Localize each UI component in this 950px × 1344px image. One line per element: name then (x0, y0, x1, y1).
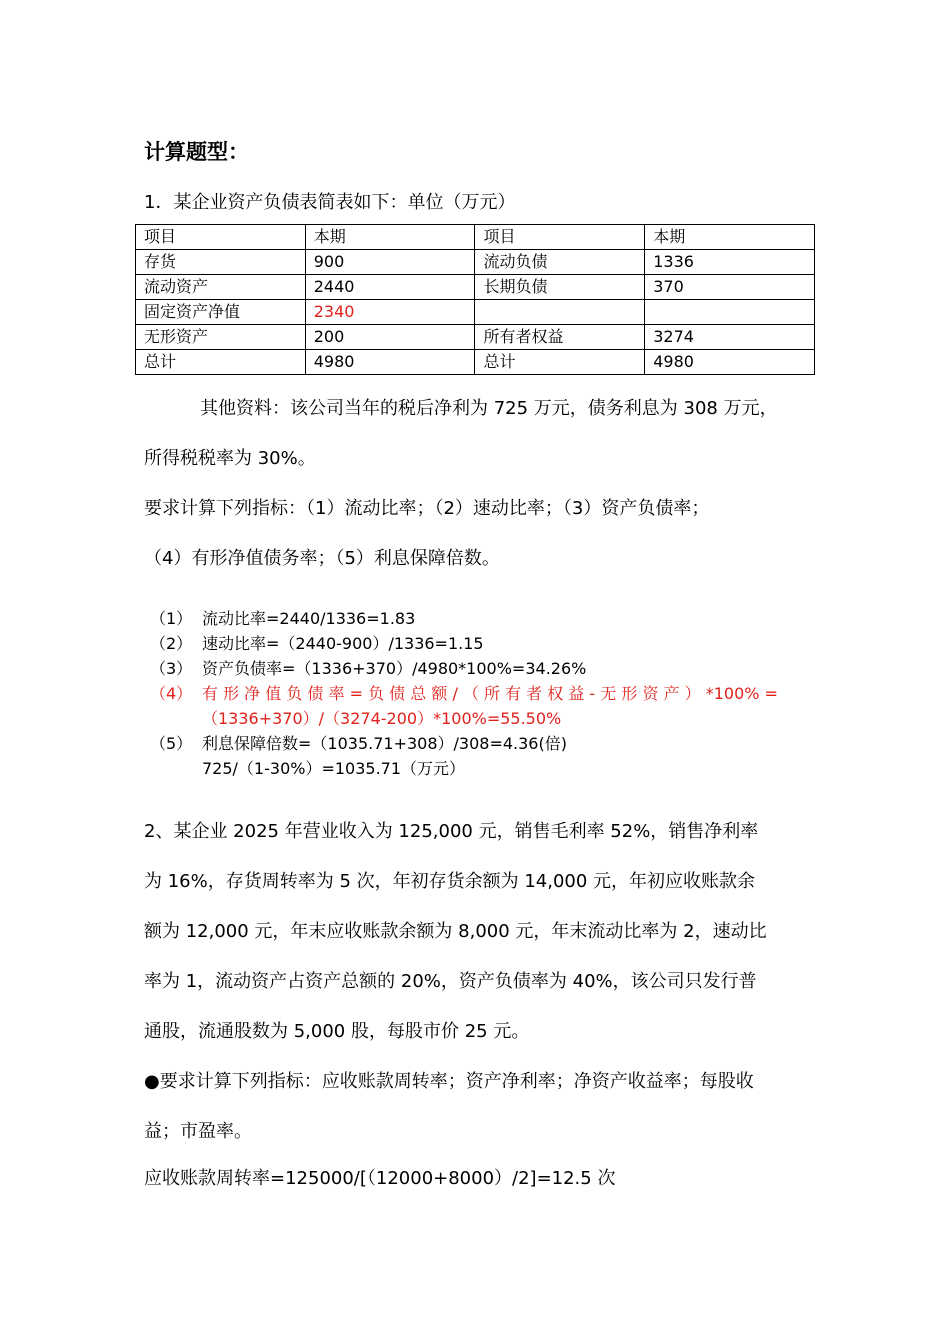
table-row (136, 325, 815, 350)
requirement-line-1: 要求计算下列指标：（1）流动比率；（2）速动比率；（3）资产负债率； (144, 498, 710, 519)
table-cell: 长期负债 (475, 275, 645, 300)
table-cell: 固定资产净值 (136, 300, 306, 325)
table-cell: 900 (305, 250, 475, 275)
table-header-cell: 项目 (136, 225, 306, 250)
table-cell: 200 (305, 325, 475, 350)
other-info-line-1: 其他资料：该公司当年的税后净利为 725 万元，债务利息为 308 万元， (200, 398, 778, 419)
other-info-line-2: 所得税税率为 30%。 (144, 448, 316, 469)
table-cell: 3274 (645, 325, 815, 350)
answer-text: 流动比率=2440/1336=1.83 (202, 609, 416, 628)
table-row (136, 300, 815, 325)
table-cell: 2440 (305, 275, 475, 300)
table-cell: 370 (645, 275, 815, 300)
answer-number: （1） (150, 609, 193, 628)
answer-text: 资产负债率=（1336+370）/4980*100%=34.26% (202, 659, 587, 678)
table-cell (475, 300, 645, 325)
answer-number: （5） (150, 734, 193, 753)
question-2-line: 为 16%，存货周转率为 5 次，年初存货余额为 14,000 元，年初应收账款余 (144, 871, 756, 892)
answer-3 (150, 656, 586, 679)
table-cell: 4980 (645, 350, 815, 375)
table-cell: 所有者权益 (475, 325, 645, 350)
answer-text: 利息保障倍数=（1035.71+308）/308=4.36(倍) (202, 734, 567, 753)
table-cell: 总计 (475, 350, 645, 375)
question-2-line: 率为 1，流动资产占资产总额的 20%，资产负债率为 40%，该公司只发行普 (144, 971, 757, 992)
table-row (136, 250, 815, 275)
answer-4-continued: （1336+370）/（3274-200）*100%=55.50% (202, 709, 562, 728)
table-cell: 无形资产 (136, 325, 306, 350)
question-2-requirement: ●要求计算下列指标：应收账款周转率；资产净利率；净资产收益率；每股收 (144, 1071, 754, 1092)
table-cell: 总计 (136, 350, 306, 375)
table-cell: 存货 (136, 250, 306, 275)
section-heading: 计算题型： (144, 140, 249, 164)
answer-text: 速动比率=（2440-900）/1336=1.15 (202, 634, 484, 653)
answer-text: 有 形 净 值 负 债 率 = 负 债 总 额 / （ 所 有 者 权 益 - 无 形 资 产 ） *100% = (202, 684, 778, 703)
table-row (136, 275, 815, 300)
table-header-cell: 项目 (475, 225, 645, 250)
question-2-line: 额为 12,000 元，年末应收账款余额为 8,000 元，年末流动比率为 2，速动比 (144, 921, 767, 942)
answer-number: （2） (150, 634, 193, 653)
answer-5 (150, 731, 567, 754)
table-row (136, 350, 815, 375)
table-cell (645, 300, 815, 325)
answer-number: （3） (150, 659, 193, 678)
requirement-line-2: （4）有形净值债务率；（5）利息保障倍数。 (144, 548, 500, 569)
table-header-cell: 本期 (305, 225, 475, 250)
answer-2 (150, 631, 484, 654)
question-2-line: 2、某企业 2025 年营业收入为 125,000 元，销售毛利率 52%，销售净利率 (144, 821, 759, 842)
table-cell: 流动资产 (136, 275, 306, 300)
table-header-row (136, 225, 815, 250)
answer-number: （4） (150, 684, 193, 703)
question-2-requirement-continued: 益；市盈率。 (144, 1121, 252, 1142)
question-2-line: 通股，流通股数为 5,000 股，每股市价 25 元。 (144, 1021, 530, 1042)
table-cell: 流动负债 (475, 250, 645, 275)
question-1-intro: 1．某企业资产负债表简表如下：单位（万元） (144, 192, 516, 213)
answer-4 (150, 681, 778, 704)
answer-1 (150, 606, 415, 629)
balance-sheet-table (135, 224, 815, 375)
table-cell-highlighted: 2340 (305, 300, 475, 325)
table-header-cell: 本期 (645, 225, 815, 250)
table-cell: 1336 (645, 250, 815, 275)
table-cell: 4980 (305, 350, 475, 375)
answer-5-continued: 725/（1-30%）=1035.71（万元） (202, 759, 466, 778)
question-2-answer: 应收账款周转率=125000/[（12000+8000）/2]=12.5 次 (144, 1168, 616, 1189)
